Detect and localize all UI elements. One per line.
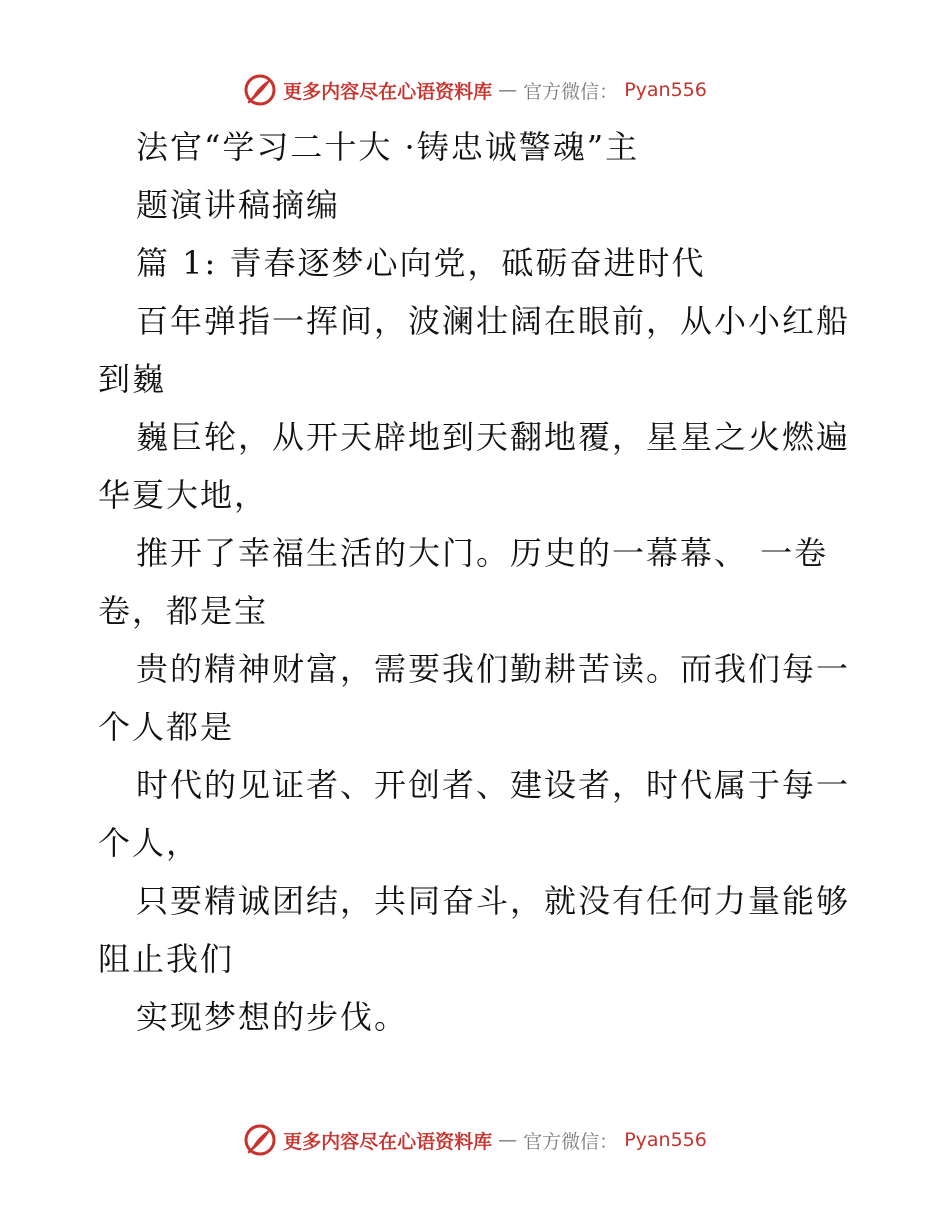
watermark-wechat-id: Pyan556 [624, 1129, 707, 1151]
footer-watermark [0, 1120, 950, 1160]
watermark-wechat-label: 官方微信： [523, 80, 619, 103]
title-line-2: 题演讲稿摘编 [136, 186, 341, 224]
paragraph-line: 巍巨轮，从开天辟地到天翻地覆，星星之火燃遍 [136, 418, 851, 456]
header-watermark [0, 70, 950, 110]
watermark-content [243, 1123, 707, 1157]
watermark-site-text: 更多内容尽在心语资料库 [283, 80, 493, 103]
watermark-wechat-label: 官方微信： [523, 1130, 619, 1153]
title-line-1: 法官“学习二十大 ·铸忠诚警魂”主 [136, 128, 640, 166]
paragraph-line: 百年弹指一挥间，波澜壮阔在眼前，从小小红船 [136, 302, 851, 340]
paragraph-line: 个人都是 [98, 708, 235, 746]
watermark-site-text: 更多内容尽在心语资料库 [283, 1130, 493, 1153]
paragraph-line: 个人， [98, 824, 201, 862]
watermark-separator: — [498, 1129, 518, 1151]
paragraph-line: 到巍 [98, 360, 167, 398]
watermark-wechat-id: Pyan556 [624, 79, 707, 101]
paragraph-line: 时代的见证者、开创者、建设者，时代属于每一 [136, 766, 851, 804]
paragraph-line: 华夏大地， [98, 476, 269, 514]
feather-pen-icon [243, 1123, 277, 1157]
paragraph-line: 推开了幸福生活的大门。历史的一幕幕、 一卷 [136, 534, 829, 572]
paragraph-line: 阻止我们 [98, 940, 235, 978]
paragraph-line: 卷，都是宝 [98, 592, 269, 630]
paragraph-line: 实现梦想的步伐。 [136, 998, 409, 1036]
feather-pen-icon [243, 73, 277, 107]
watermark-separator: — [498, 79, 518, 101]
watermark-content [243, 73, 707, 107]
section-heading: 篇 1: 青春逐梦心向党，砥砺奋进时代 [136, 244, 706, 282]
paragraph-line: 贵的精神财富，需要我们勤耕苦读。而我们每一 [136, 650, 851, 688]
paragraph-line: 只要精诚团结，共同奋斗，就没有任何力量能够 [136, 882, 851, 920]
